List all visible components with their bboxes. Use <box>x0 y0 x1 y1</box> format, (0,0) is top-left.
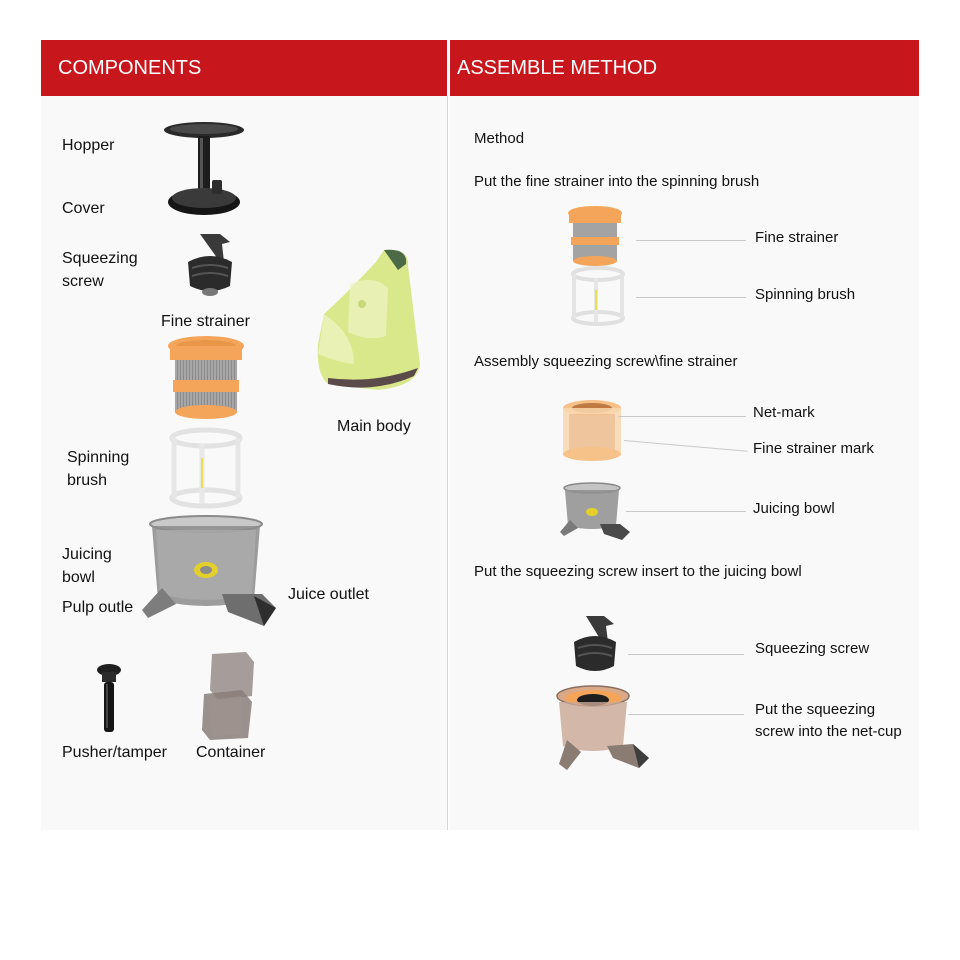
fine-strainer-icon <box>165 334 247 420</box>
step2-callout-net-mark: Net-mark <box>753 404 815 421</box>
squeezing-screw-icon <box>568 614 622 678</box>
assemble-header: ASSEMBLE METHOD <box>450 40 919 96</box>
juice-outlet-label: Juice outlet <box>288 586 369 603</box>
spinning-brush-icon <box>168 428 244 510</box>
juicing-bowl-icon <box>560 482 632 542</box>
step3-title: Put the squeezing screw insert to the juicing bowl <box>474 563 802 580</box>
pusher-icon <box>96 664 122 736</box>
hopper-icon <box>160 120 250 220</box>
main-body-icon <box>314 244 424 396</box>
fine-strainer-label: Fine strainer <box>161 313 250 330</box>
step3-callout-net-cup-line1: Put the squeezing <box>755 701 876 718</box>
leader-line <box>636 240 746 241</box>
step2-callout-juicing-bowl: Juicing bowl <box>753 500 835 517</box>
juicing-bowl-icon <box>553 684 653 780</box>
step2-title: Assembly squeezing screw\fine strainer <box>474 353 738 370</box>
juicing-bowl-label-line1: Juicing <box>62 546 112 563</box>
spinning-brush-label-line1: Spinning <box>67 449 130 466</box>
pusher-label: Pusher/tamper <box>62 744 167 761</box>
fine-strainer-icon <box>561 398 623 464</box>
juicing-bowl-icon <box>142 514 282 630</box>
step1-callout-fine-strainer: Fine strainer <box>755 229 839 246</box>
main-body-label: Main body <box>337 418 411 435</box>
leader-line <box>626 511 746 512</box>
container-label: Container <box>196 744 266 761</box>
spinning-brush-icon <box>570 266 626 326</box>
juicing-bowl-label-line2: bowl <box>62 569 95 586</box>
cover-label: Cover <box>62 200 105 217</box>
leader-line <box>628 714 744 715</box>
pulp-outlet-label: Pulp outle <box>62 599 134 616</box>
squeezing-screw-label-line2: screw <box>62 273 104 290</box>
leader-line <box>628 654 744 655</box>
step3-callout-squeezing-screw: Squeezing screw <box>755 640 870 657</box>
squeezing-screw-icon <box>180 232 240 300</box>
leader-line <box>618 416 746 417</box>
components-header: COMPONENTS <box>41 40 447 96</box>
step1-title: Put the fine strainer into the spinning brush <box>474 173 760 190</box>
fine-strainer-icon <box>566 205 624 267</box>
panel-divider <box>447 96 448 830</box>
spinning-brush-label-line2: brush <box>67 472 108 489</box>
squeezing-screw-label-line1: Squeezing <box>62 250 138 267</box>
leader-line <box>636 297 746 298</box>
method-title: Method <box>474 130 525 147</box>
step3-callout-net-cup-line2: screw into the net-cup <box>755 723 902 740</box>
step1-callout-spinning-brush: Spinning brush <box>755 286 856 303</box>
container-icon <box>198 650 258 740</box>
step2-callout-strainer-mark: Fine strainer mark <box>753 440 874 457</box>
hopper-label: Hopper <box>62 137 115 154</box>
